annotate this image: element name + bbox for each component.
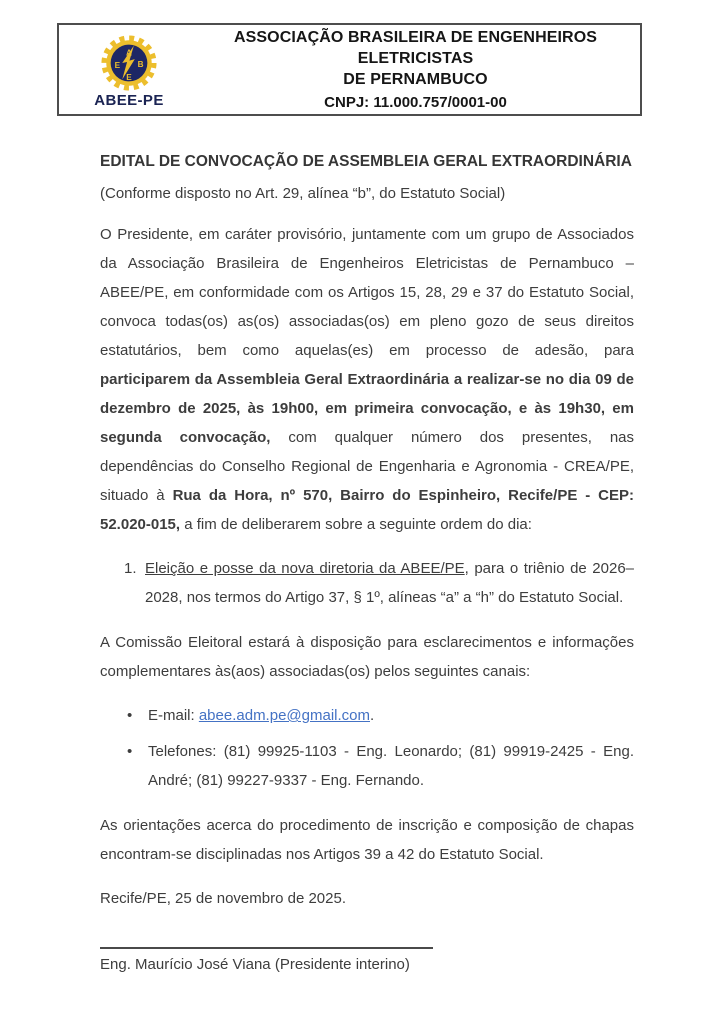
document-title: EDITAL DE CONVOCAÇÃO DE ASSEMBLEIA GERAL EXTRAORDINÁRIA — [100, 153, 632, 170]
agenda-item-1-text — [145, 554, 634, 612]
paragraph1-segment1: O Presidente, em caráter provisório, juntamente com um grupo de Associados da Associação Brasileira de Engenheiros Eletricistas de Pernambuco – ABEE/PE, em conformidade com os Artigos 15, 28, 29 e 37 do Estatuto Social, convoca todas(os) as(os) associadas(os) em pleno gozo de seus direitos estatutários, bem como aquelas(es) em processo de adesão, para — [100, 226, 634, 359]
org-cnpj: CNPJ: 11.000.757/0001-00 — [324, 93, 507, 111]
logo-letter-bottom: E — [126, 72, 132, 82]
contact-channels-list — [100, 701, 634, 795]
phones-line: Telefones: (81) 99925-1103 - Eng. Leonardo; (81) 99919-2425 - Eng. André; (81) 99227-9337 - Eng. Fernando. — [148, 743, 634, 789]
email-prefix: E-mail: — [148, 707, 199, 724]
letterhead-box — [57, 23, 642, 116]
signature-name: Eng. Maurício José Viana (Presidente interino) — [100, 956, 410, 973]
email-line — [148, 701, 634, 730]
email-list-item — [100, 701, 634, 730]
agenda-item-1-number: 1. — [124, 560, 137, 577]
email-suffix: . — [370, 707, 375, 724]
paragraph1-assembly-date-bold: participarem da Assembleia Geral Extraordinária a realizar-se no dia 09 de dezembro de 2025, às 19h00, em primeira convocação, e às 19h30, em segunda convocação, — [100, 371, 634, 446]
agenda-item-1-underlined: Eleição e posse da nova diretoria da ABEE/PE — [145, 560, 465, 577]
email-link[interactable]: abee.adm.pe@gmail.com — [198, 707, 370, 724]
logo-label: ABEE-PE — [94, 91, 164, 109]
logo-letter-left: E — [114, 60, 121, 70]
registration-rules-paragraph: As orientações acerca do procedimento de inscrição e composição de chapas encontram-se disciplinadas nos Artigos 39 a 42 do Estatuto Social. — [100, 817, 634, 863]
paragraph1-address-bold: Rua da Hora, nº 570, Bairro do Espinheiro, Recife/PE - CEP: 52.020-015, — [100, 487, 634, 533]
org-name-line2: DE PERNAMBUCO — [343, 70, 488, 88]
document-body — [100, 116, 634, 979]
convocation-paragraph — [100, 220, 634, 539]
paragraph1-segment3: com qualquer número dos presentes, nas dependências do Conselho Regional de Engenharia e Agronomia - CREA/PE, situado à — [100, 429, 635, 504]
signature-block — [100, 947, 634, 979]
bullet-icon: • — [127, 707, 133, 724]
bullet-icon: • — [127, 743, 133, 760]
abee-gear-logo-icon — [100, 34, 158, 92]
date-line: Recife/PE, 25 de novembro de 2025. — [100, 890, 346, 907]
org-name-line1: ASSOCIAÇÃO BRASILEIRA DE ENGENHEIROS ELETRICISTAS — [233, 28, 598, 67]
signature-line — [100, 947, 433, 949]
electoral-commission-paragraph: A Comissão Eleitoral estará à disposição para esclarecimentos e informações complementares às(aos) associadas(os) pelos seguintes canais: — [100, 634, 634, 680]
logo-letter-top: A — [126, 47, 132, 57]
document-subtitle: (Conforme disposto no Art. 29, alínea “b”, do Estatuto Social) — [100, 185, 506, 202]
org-name-block — [199, 27, 640, 113]
logo-letter-right: B — [137, 59, 144, 69]
org-logo — [59, 31, 199, 109]
phones-list-item — [100, 737, 634, 795]
agenda-item-1-rest: , para o triênio de 2026–2028, nos termos do Artigo 37, § 1º, alíneas “a” a “h” do Estatuto Social. — [145, 560, 634, 606]
agenda-item-1 — [100, 554, 634, 612]
paragraph1-segment5: a fim de deliberarem sobre a seguinte ordem do dia: — [180, 516, 532, 533]
